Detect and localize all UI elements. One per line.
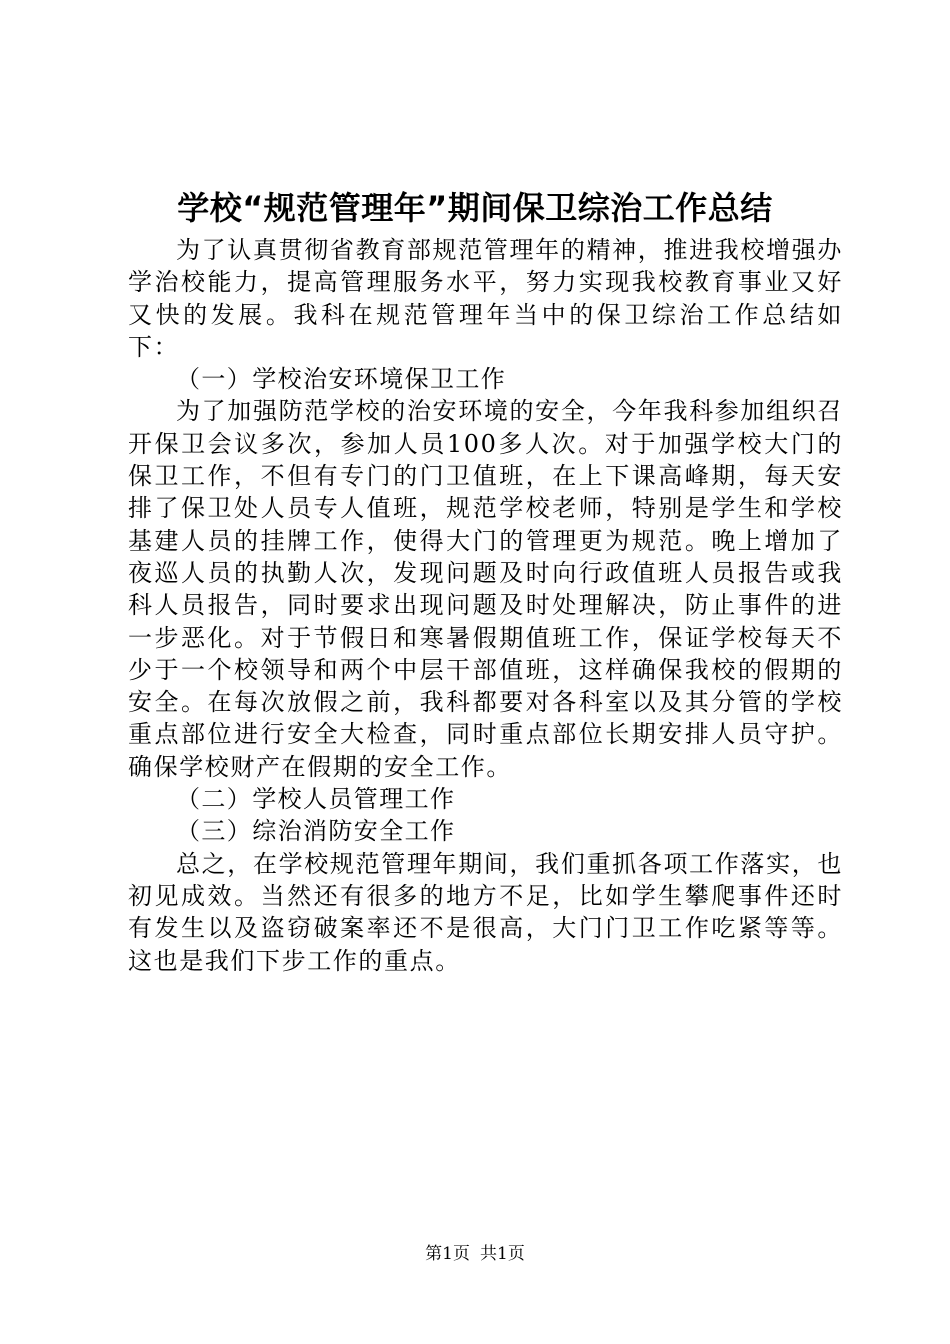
section-heading-2: （二）学校人员管理工作 bbox=[176, 785, 456, 814]
page-footer bbox=[0, 1242, 950, 1266]
conclusion-paragraph: 总之，在学校规范管理年期间，我们重抓各项工作落实，也初见成效。当然还有很多的地方不足，比如学生攀爬事件还时有发生以及盗窃破案率还不是很高，大门门卫工作吃紧等等。这也是我们下步工作的重点。 bbox=[128, 849, 843, 975]
section-heading-3: （三）综治消防安全工作 bbox=[176, 817, 456, 846]
page-total: 共1页 bbox=[480, 1244, 525, 1264]
intro-paragraph: 为了认真贯彻省教育部规范管理年的精神，推进我校增强办学治校能力，提高管理服务水平，努力实现我校教育事业又好又快的发展。我科在规范管理年当中的保卫综治工作总结如下： bbox=[128, 236, 843, 361]
section-heading-1: （一）学校治安环境保卫工作 bbox=[176, 365, 507, 394]
document-body bbox=[128, 234, 843, 977]
page-number: 第1页 bbox=[425, 1244, 470, 1264]
section-paragraph-1: 为了加强防范学校的治安环境的安全，今年我科参加组织召开保卫会议多次，参加人员100多人次。对于加强学校大门的保卫工作，不但有专门的门卫值班，在上下课高峰期，每天安排了保卫处人员专人值班，规范学校老师，特别是学生和学校基建人员的挂牌工作，使得大门的管理更为规范。晚上增加了夜巡人员的执勤人次，发现问题及时向行政值班人员报告或我科人员报告，同时要求出现问题及时处理解决，防止事件的进一步恶化。对于节假日和寒暑假期值班工作，保证学校每天不少于一个校领导和两个中层干部值班，这样确保我校的假期的安全。在每次放假之前，我科都要对各科室以及其分管的学校重点部位进行安全大检查，同时重点部位长期安排人员守护。确保学校财产在假期的安全工作。 bbox=[128, 397, 843, 781]
document-title: 学校“规范管理年”期间保卫综治工作总结 bbox=[177, 189, 773, 227]
